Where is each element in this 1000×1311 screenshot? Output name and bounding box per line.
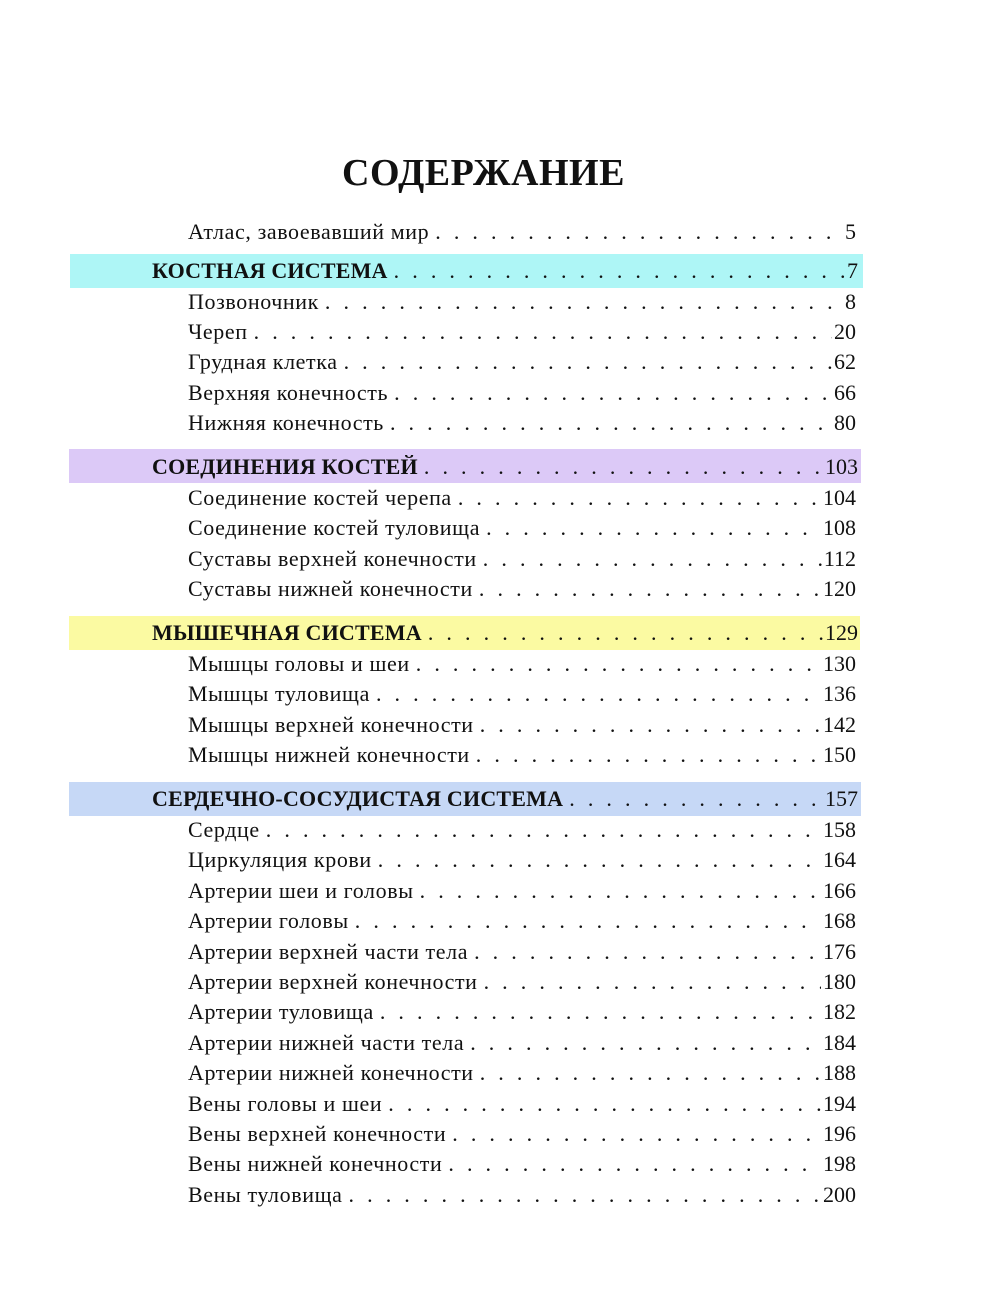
toc-entry[interactable] bbox=[188, 347, 856, 377]
dot-leader bbox=[319, 287, 843, 317]
toc-entry-label: Позвоночник bbox=[188, 289, 319, 314]
toc-entry-label: Вены нижней конечности bbox=[188, 1151, 443, 1176]
toc-page-number: 166 bbox=[823, 878, 856, 903]
dot-leader bbox=[474, 710, 821, 740]
dot-leader bbox=[563, 784, 823, 814]
dot-leader bbox=[370, 679, 821, 709]
toc-entry[interactable] bbox=[188, 408, 856, 438]
toc-entry-label: Артерии верхней части тела bbox=[188, 939, 469, 964]
toc-page-number: 188 bbox=[823, 1060, 856, 1085]
toc-page-number: 184 bbox=[823, 1030, 856, 1055]
toc-page-number: 104 bbox=[823, 485, 856, 510]
toc-page-number: 7 bbox=[847, 258, 858, 283]
toc-page-number: 198 bbox=[823, 1151, 856, 1176]
toc-entry-label: Вены головы и шеи bbox=[188, 1091, 383, 1116]
toc-page-number: 20 bbox=[834, 319, 856, 344]
toc-page-number: 8 bbox=[845, 289, 856, 314]
dot-leader bbox=[422, 618, 823, 648]
dot-leader bbox=[446, 1119, 821, 1149]
toc-entry-label: Суставы нижней конечности bbox=[188, 576, 473, 601]
toc-page-number: 196 bbox=[823, 1121, 856, 1146]
toc-entry-label: Артерии нижней части тела bbox=[188, 1030, 465, 1055]
toc-entry[interactable] bbox=[188, 1180, 856, 1210]
toc-entry-label: Мышцы нижней конечности bbox=[188, 742, 470, 767]
toc-entry-label: Артерии головы bbox=[188, 908, 349, 933]
toc-entry-label: Циркуляция крови bbox=[188, 847, 372, 872]
dot-leader bbox=[349, 906, 821, 936]
toc-entry-label: Грудная клетка bbox=[188, 349, 338, 374]
toc-page-number: 129 bbox=[825, 620, 858, 645]
toc-page-number: 194 bbox=[823, 1091, 856, 1116]
toc-page-number: 158 bbox=[823, 817, 856, 842]
toc-entry-label: Соединение костей черепа bbox=[188, 485, 452, 510]
toc-entry[interactable] bbox=[188, 513, 856, 543]
toc-entry-label: Суставы верхней конечности bbox=[188, 546, 477, 571]
dot-leader bbox=[429, 217, 843, 247]
dot-leader bbox=[464, 1028, 821, 1058]
toc-entry[interactable] bbox=[188, 483, 856, 513]
dot-leader bbox=[372, 845, 821, 875]
toc-page-number: 176 bbox=[823, 939, 856, 964]
toc-section-heading[interactable] bbox=[152, 256, 858, 286]
toc-entry[interactable] bbox=[188, 317, 856, 347]
toc-entry[interactable] bbox=[188, 967, 856, 997]
toc-section-heading[interactable] bbox=[152, 784, 858, 814]
toc-entry[interactable] bbox=[188, 906, 856, 936]
toc-page-number: 150 bbox=[823, 742, 856, 767]
toc-entry[interactable] bbox=[188, 544, 856, 574]
dot-leader bbox=[474, 1058, 821, 1088]
dot-leader bbox=[442, 1149, 821, 1179]
toc-section-heading[interactable] bbox=[152, 452, 858, 482]
toc-page-number: 120 bbox=[823, 576, 856, 601]
toc-entry-label: Вены верхней конечности bbox=[188, 1121, 447, 1146]
toc-entry[interactable] bbox=[188, 876, 856, 906]
toc-entry-label: Мышцы верхней конечности bbox=[188, 712, 474, 737]
toc-entry[interactable] bbox=[188, 1119, 856, 1149]
dot-leader bbox=[418, 452, 823, 482]
toc-page-number: 168 bbox=[823, 908, 856, 933]
toc-page-number: 180 bbox=[823, 969, 856, 994]
toc-section-label: КОСТНАЯ СИСТЕМА bbox=[152, 258, 388, 283]
toc-entry-label: Артерии шеи и головы bbox=[188, 878, 414, 903]
dot-leader bbox=[473, 574, 821, 604]
toc-entry[interactable] bbox=[188, 574, 856, 604]
toc-entry[interactable] bbox=[188, 997, 856, 1027]
toc-entry-label: Артерии верхней конечности bbox=[188, 969, 478, 994]
toc-entry-label: Артерии туловища bbox=[188, 999, 374, 1024]
toc-entry[interactable] bbox=[188, 1149, 856, 1179]
toc-page-number: 136 bbox=[823, 681, 856, 706]
toc-entry-label: Верхняя конечность bbox=[188, 380, 389, 405]
dot-leader bbox=[410, 649, 821, 679]
dot-leader bbox=[470, 740, 821, 770]
toc-entry[interactable] bbox=[188, 845, 856, 875]
dot-leader bbox=[374, 997, 821, 1027]
toc-page-number: 108 bbox=[823, 515, 856, 540]
toc-entry-label: Соединение костей туловища bbox=[188, 515, 481, 540]
dot-leader bbox=[477, 544, 822, 574]
toc-entry-label: Череп bbox=[188, 319, 248, 344]
toc-entry[interactable] bbox=[188, 1058, 856, 1088]
dot-leader bbox=[388, 256, 845, 286]
toc-page-number: 112 bbox=[823, 546, 856, 571]
dot-leader bbox=[414, 876, 821, 906]
toc-entry-label: Атлас, завоевавший мир bbox=[188, 219, 430, 244]
toc-entry[interactable] bbox=[188, 1089, 856, 1119]
toc-entry-label: Вены туловища bbox=[188, 1182, 343, 1207]
dot-leader bbox=[248, 317, 832, 347]
toc-entry[interactable] bbox=[188, 378, 856, 408]
dot-leader bbox=[338, 347, 832, 377]
toc-entry-label: Мышцы туловища bbox=[188, 681, 370, 706]
dot-leader bbox=[388, 378, 832, 408]
toc-page-number: 66 bbox=[834, 380, 856, 405]
toc-entry[interactable] bbox=[188, 679, 856, 709]
toc-entry[interactable] bbox=[188, 740, 856, 770]
toc-section-heading[interactable] bbox=[152, 618, 858, 648]
toc-section-label: СОЕДИНЕНИЯ КОСТЕЙ bbox=[152, 454, 418, 479]
toc-page-number: 200 bbox=[823, 1182, 856, 1207]
dot-leader bbox=[382, 1089, 821, 1119]
toc-entry[interactable] bbox=[188, 815, 856, 845]
toc-entry[interactable] bbox=[188, 710, 856, 740]
toc-page-number: 157 bbox=[825, 786, 858, 811]
toc-page-number: 103 bbox=[825, 454, 858, 479]
dot-leader bbox=[480, 513, 821, 543]
dot-leader bbox=[384, 408, 832, 438]
toc-entry-label: Нижняя конечность bbox=[188, 410, 384, 435]
dot-leader bbox=[468, 937, 821, 967]
toc-entry-label: Мышцы головы и шеи bbox=[188, 651, 410, 676]
toc-entry-label: Артерии нижней конечности bbox=[188, 1060, 474, 1085]
toc-entry-label: Сердце bbox=[188, 817, 260, 842]
toc-page-number: 182 bbox=[823, 999, 856, 1024]
toc-page-number: 164 bbox=[823, 847, 856, 872]
toc-page-number: 62 bbox=[834, 349, 856, 374]
toc-entry-intro[interactable] bbox=[188, 217, 856, 247]
toc-entry[interactable] bbox=[188, 1028, 856, 1058]
toc-section-label: МЫШЕЧНАЯ СИСТЕМА bbox=[152, 620, 422, 645]
dot-leader bbox=[260, 815, 821, 845]
toc-entry[interactable] bbox=[188, 937, 856, 967]
toc-section-label: СЕРДЕЧНО-СОСУДИСТАЯ СИСТЕМА bbox=[152, 786, 564, 811]
toc-entry[interactable] bbox=[188, 287, 856, 317]
dot-leader bbox=[478, 967, 821, 997]
toc-entry[interactable] bbox=[188, 649, 856, 679]
page-title: СОДЕРЖАНИЕ bbox=[342, 152, 625, 194]
dot-leader bbox=[343, 1180, 822, 1210]
dot-leader bbox=[452, 483, 821, 513]
toc-page-number: 130 bbox=[823, 651, 856, 676]
toc-page-number: 5 bbox=[845, 219, 856, 244]
toc-page-number: 80 bbox=[834, 410, 856, 435]
toc-page-number: 142 bbox=[823, 712, 856, 737]
